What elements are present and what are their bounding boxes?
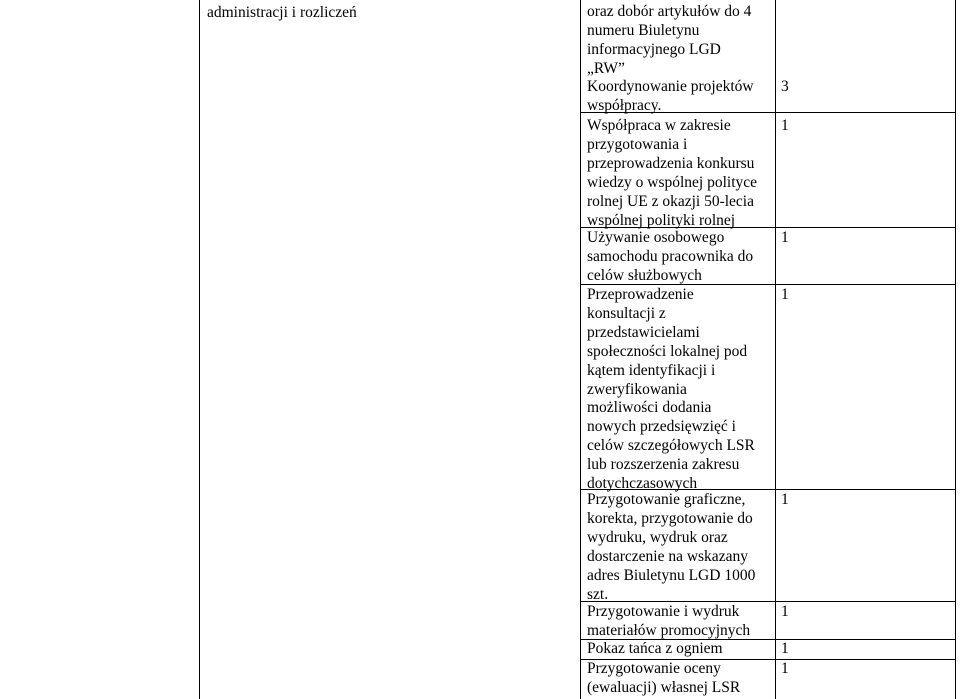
- table-row-count: 1: [781, 229, 789, 246]
- table-row-description: Przygotowanie oceny (ewaluacji) własnej LSR: [587, 660, 741, 696]
- table-row-count: 1: [781, 640, 789, 657]
- table-row-description: Koordynowanie projektów współpracy.: [587, 78, 754, 114]
- table-row-description: Współpraca w zakresie przygotowania i przeprowadzenia konkursu wiedzy o wspólnej polityce rolnej UE z okazji 50-lecia wspólnej polityki rolnej: [587, 117, 758, 229]
- table-row-count: 3: [781, 78, 789, 95]
- table-row-description: Używanie osobowego samochodu pracownika do celów służbowych: [587, 229, 754, 284]
- table-border-right: [955, 0, 956, 699]
- table-border-left: [199, 0, 200, 699]
- table-row-count: 1: [781, 286, 789, 303]
- table-row-count: 1: [781, 491, 789, 508]
- category-cell: administracji i rozliczeń: [207, 4, 357, 21]
- table-row-description: Przeprowadzenie konsultacji z przedstawicielami społeczności lokalnej pod kątem identyfikacji i zweryfikowania możliwości dodania nowych przedsięwzięć i celów szczegółowych LSR lub rozszerzenia zakresu dotychczasowych: [587, 286, 755, 493]
- table-row-count: 1: [781, 660, 789, 677]
- table-row-count: 1: [781, 117, 789, 134]
- table-row-count: 1: [781, 603, 789, 620]
- table-row-description: Przygotowanie graficzne, korekta, przygotowanie do wydruku, wydruk oraz dostarczenie na wskazany adres Biuletynu LGD 1000 szt.: [587, 491, 756, 603]
- table-row-description: Pokaz tańca z ogniem: [587, 640, 723, 657]
- table-row-description: oraz dobór artykułów do 4 numeru Biuletynu informacyjnego LGD „RW”: [587, 3, 752, 77]
- table-border-col1: [580, 0, 581, 699]
- table-row-description: Przygotowanie i wydruk materiałów promocyjnych: [587, 603, 751, 639]
